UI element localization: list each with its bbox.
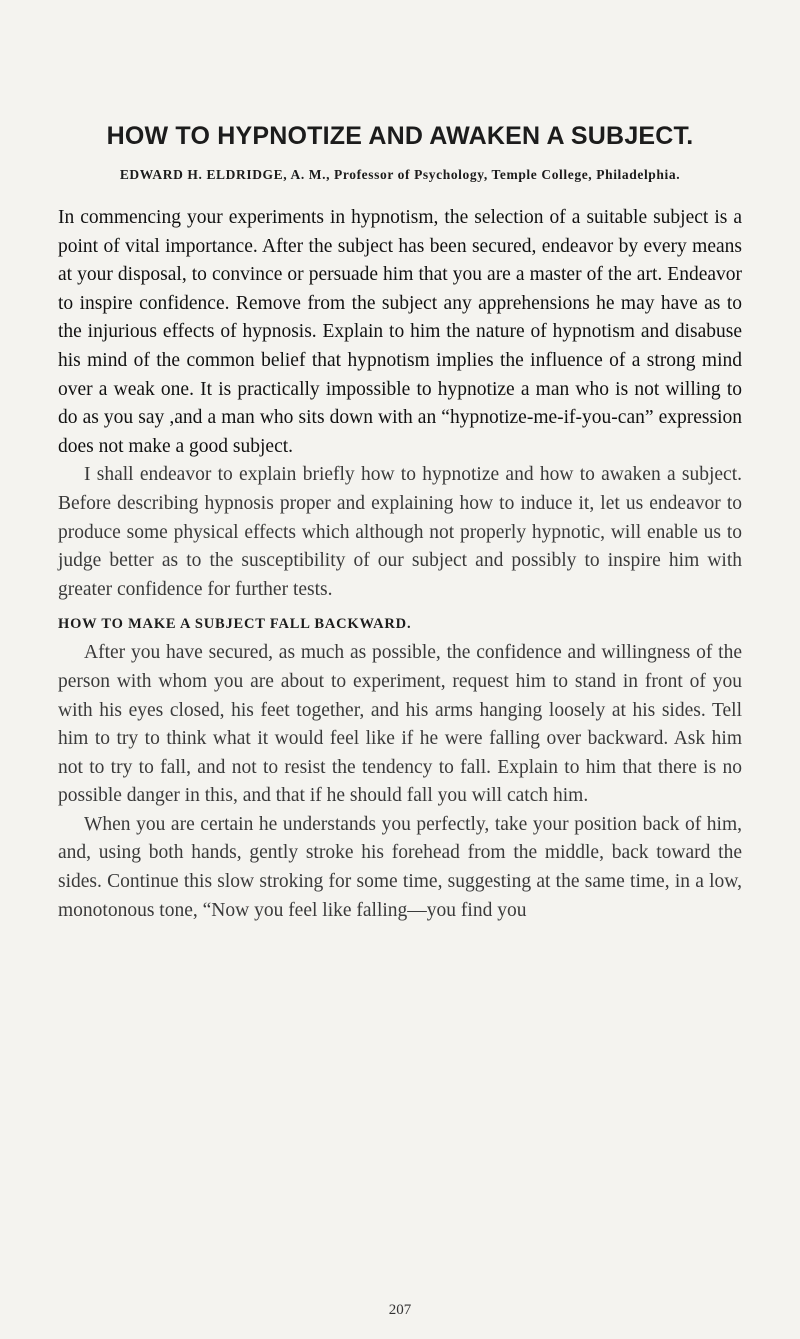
body-paragraph: I shall endeavor to explain briefly how to hypnotize and how to awaken a subject. Before describing hypnosis proper and explaining how to induce it, let us endeavor to produce some physical effects which although not properly hypnotic, will enable us to judge better as to the susceptibility of our subject and possibly to inspire him with greater confidence for further tests. — [58, 464, 742, 600]
page-number: 207 — [388, 1302, 412, 1318]
author-byline: EDWARD H. ELDRIDGE, A. M., Professor of Psychology, Temple College, Philadelphia. — [119, 167, 681, 182]
section-heading: HOW TO MAKE A SUBJECT FALL BACKWARD. — [58, 616, 412, 633]
section-paragraph: When you are certain he understands you perfectly, take your position back of him, and, using both hands, gently stroke his forehead from the middle, back toward the sides. Continue this slow stroking for some time, suggesting at the same time, in a low, monotonous tone, “Now you feel like falling—you find you — [58, 813, 742, 921]
body-paragraph: In commencing your experiments in hypnotism, the selection of a suitable subject is a point of vital importance. After the subject has been secured, endeavor by every means at your disposal, to convince or persuade him that you are a master of the art. Endeavor to inspire confidence. Remove from the subject any apprehensions he may have as to the injurious effects of hypnosis. Explain to him the nature of hypnotism and disabuse his mind of the common belief that hypnotism implies the influence of a strong mind over a weak one. It is practically impossible to hypnotize a man who is not willing to do as you say ,and a man who sits down with an “hypnotize-me-if-you-can” expression does not make a good subject. — [58, 207, 742, 457]
section-paragraph: After you have secured, as much as possible, the confidence and willingness of the person with whom you are about to experiment, request him to stand in front of you with his eyes closed, his feet together, and his arms hanging loosely at his sides. Tell him to try to think what it would feel like if he were falling over backward. Ask him not to try to fall, and not to resist the tendency to fall. Explain to him that there is no possible danger in this, and that if he should fall you will catch him. — [58, 642, 742, 807]
article-title: HOW TO HYPNOTIZE AND AWAKEN A SUBJECT. — [106, 122, 694, 150]
